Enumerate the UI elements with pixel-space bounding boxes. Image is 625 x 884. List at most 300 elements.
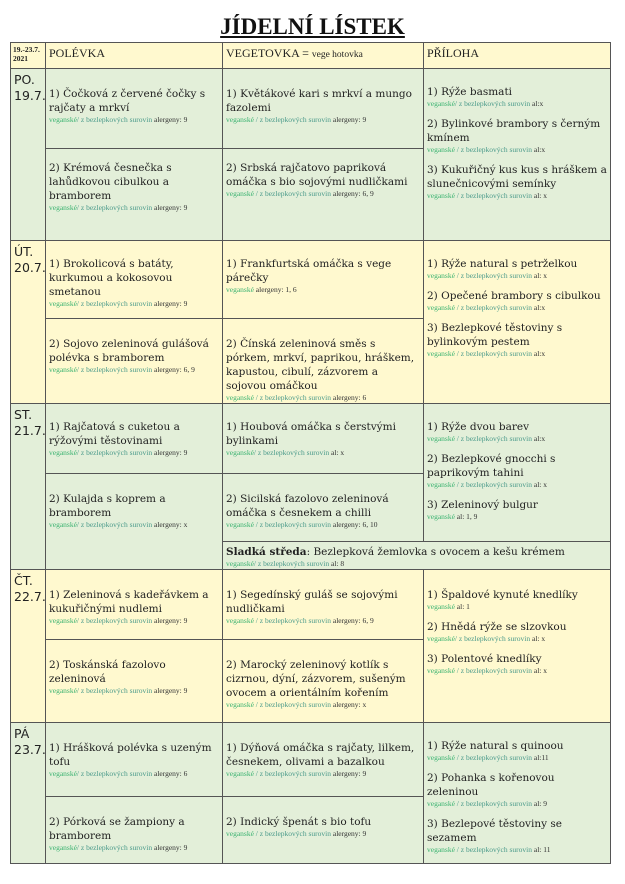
soup-item xyxy=(49,337,219,375)
allergens: alergeny: 1, 6 xyxy=(253,285,297,294)
dish-tags xyxy=(226,115,420,125)
side-item xyxy=(427,452,607,490)
dish-tags xyxy=(427,799,607,809)
dish-name: 1) Rýže basmati xyxy=(427,86,513,98)
side-cell xyxy=(424,723,611,864)
gluten-free-tag: z bezlepkových surovin xyxy=(79,203,153,212)
tag-separator: / xyxy=(454,753,461,762)
dish-name: 1) Segedínský guláš se sojovými nudličkami xyxy=(226,589,398,615)
allergens: alergeny: 9 xyxy=(152,842,188,852)
day-date: 23.7. xyxy=(14,742,46,757)
gluten-free-tag: z bezlepkových surovin xyxy=(460,303,532,312)
dish-name: 2) Srbská rajčatovo papriková omáčka s bio sojovými nudličkami xyxy=(226,162,408,188)
gluten-free-tag: z bezlepkových surovin xyxy=(259,393,331,402)
vegan-tag: veganské xyxy=(49,448,77,457)
dish-name: 2) Toskánská fazolovo zeleninová xyxy=(49,659,166,685)
dish-name: 1) Rýže dvou barev xyxy=(427,421,530,433)
tag-separator: / xyxy=(253,115,260,124)
side-item xyxy=(427,420,607,444)
dish-name: 1) Rajčatová s cuketou a rýžovými těstovinami xyxy=(49,421,180,447)
gluten-free-tag: z bezlepkových surovin xyxy=(460,434,532,443)
page-title: JÍDELNÍ LÍSTEK xyxy=(220,14,405,39)
gluten-free-tag: z bezlepkových surovin xyxy=(79,448,153,457)
allergens: al: 9 xyxy=(531,799,547,808)
vegan-tag: veganské xyxy=(427,191,455,200)
tag-separator: / xyxy=(454,480,461,489)
allergens: alergeny: 6 xyxy=(152,769,188,778)
dish-tags xyxy=(427,271,607,281)
vegan-tag: veganské xyxy=(427,666,455,675)
dish-tags xyxy=(226,829,420,839)
allergens: al: 1 xyxy=(454,602,470,611)
allergens: alergeny: 6, 9 xyxy=(330,189,374,198)
vegan-tag: veganské xyxy=(427,634,455,643)
dish-name: 2) Bezlepkové gnocchi s paprikovým tahini xyxy=(427,453,556,479)
day-date: 20.7. xyxy=(14,260,46,275)
tag-separator: / xyxy=(76,299,79,308)
day-row-4 xyxy=(11,723,611,797)
dish-tags xyxy=(226,559,607,569)
side-cell xyxy=(424,69,611,241)
tag-separator: / xyxy=(76,520,79,529)
allergens: alergeny: 9 xyxy=(152,616,188,625)
vege-item xyxy=(226,658,420,710)
dish-tags xyxy=(427,512,607,522)
gluten-free-tag: z bezlepkových surovin xyxy=(460,349,532,358)
soup-cell xyxy=(46,474,223,570)
dish-name: 2) Pórková se žampiony a bramborem xyxy=(49,815,185,842)
allergens: al:11 xyxy=(531,753,549,762)
soup-cell xyxy=(46,241,223,319)
vegan-tag: veganské xyxy=(427,480,455,489)
dish-tags xyxy=(427,753,607,763)
allergens: al: x xyxy=(530,634,546,643)
dish-name: 1) Zeleninová s kadeřávkem a kukuřičnými nudlemi xyxy=(49,589,209,615)
vegan-tag: veganské xyxy=(49,520,77,529)
gluten-free-tag: z bezlepkových surovin xyxy=(460,145,532,154)
soup-cell xyxy=(46,319,223,404)
vegan-tag: veganské xyxy=(226,115,254,124)
soup-item xyxy=(49,658,219,696)
gluten-free-tag: z bezlepkových surovin xyxy=(79,365,153,374)
soup-item xyxy=(49,87,219,125)
dish-tags xyxy=(427,602,607,612)
gluten-free-tag: z bezlepkových surovin xyxy=(259,769,331,778)
tag-separator: / xyxy=(76,616,79,625)
vege-cell xyxy=(223,241,424,319)
gluten-free-tag: z bezlepkových surovin xyxy=(256,448,330,457)
gluten-free-tag: z bezlepkových surovin xyxy=(79,686,153,695)
vege-cell xyxy=(223,149,424,241)
tag-separator: / xyxy=(76,365,79,374)
allergens: alergeny: 9 xyxy=(330,769,367,778)
dish-name: 1) Dýňová omáčka s rajčaty, lilkem, česnekem, olivami a bazalkou xyxy=(226,742,415,768)
gluten-free-tag: z bezlepkových surovin xyxy=(259,700,331,709)
soup-cell xyxy=(46,723,223,797)
header-soup: POLÉVKA xyxy=(46,43,223,69)
vegan-tag: veganské xyxy=(49,616,77,625)
vegan-tag: veganské xyxy=(427,602,455,611)
allergens: alergeny: 6, 10 xyxy=(330,520,378,529)
vege-item xyxy=(226,588,420,626)
vege-cell xyxy=(223,69,424,149)
side-item xyxy=(427,289,607,313)
header-row xyxy=(11,43,611,69)
gluten-free-tag: z bezlepkových surovin xyxy=(460,480,532,489)
day-date: 19.7. xyxy=(14,88,46,103)
side-cell xyxy=(424,404,611,542)
day-name: ČT. xyxy=(14,573,33,588)
side-item xyxy=(427,257,607,281)
gluten-free-tag: z bezlepkových surovin xyxy=(256,559,330,568)
gluten-free-tag: z bezlepkových surovin xyxy=(460,666,532,675)
soup-item xyxy=(49,492,219,530)
dish-name: 1) Květákové kari s mrkví a mungo fazolemi xyxy=(226,88,412,114)
tag-separator: / xyxy=(454,303,461,312)
tag-separator: / xyxy=(454,349,461,358)
side-item xyxy=(427,321,607,359)
dish-tags xyxy=(49,365,219,375)
allergens: alergeny: 9 xyxy=(152,115,188,124)
allergens: al: x xyxy=(531,191,547,200)
allergens: al: 11 xyxy=(531,845,551,854)
vege-item xyxy=(226,257,420,295)
dish-tags xyxy=(427,99,607,109)
dish-tags xyxy=(226,616,420,626)
dish-name: 2) Kulajda s koprem a bramborem xyxy=(49,493,166,519)
tag-separator: / xyxy=(253,559,256,568)
dish-tags xyxy=(49,769,219,779)
tag-separator: / xyxy=(253,828,260,838)
date-range: 19.-23.7. xyxy=(13,45,40,54)
dish-name: 1) Rýže natural s quinoou xyxy=(427,740,564,752)
allergens: alergeny: x xyxy=(330,700,367,709)
tag-separator: / xyxy=(253,393,260,402)
dish-tags xyxy=(427,303,607,313)
dish-tags xyxy=(49,115,219,125)
gluten-free-tag: z bezlepkových surovin xyxy=(259,520,331,529)
tag-separator: / xyxy=(253,700,260,709)
day-name: ÚT. xyxy=(14,244,34,259)
vegan-tag: veganské xyxy=(226,393,254,402)
dish-tags xyxy=(226,189,420,199)
side-item xyxy=(427,498,607,522)
vegan-tag: veganské xyxy=(226,559,254,568)
vege-cell xyxy=(223,474,424,542)
day-name: PÁ xyxy=(14,726,30,741)
side-item xyxy=(427,652,607,676)
gluten-free-tag: z bezlepkových surovin xyxy=(457,99,531,108)
dish-name: 1) Brokolicová s batáty, kurkumou a kokosovou smetanou xyxy=(49,258,174,298)
dish-tags xyxy=(226,700,420,710)
allergens: alergeny: 9 xyxy=(152,686,188,695)
soup-cell xyxy=(46,796,223,863)
gluten-free-tag: z bezlepkových surovin xyxy=(79,616,153,625)
dish-name: 3) Zeleninový bulgur xyxy=(427,499,538,511)
dish-tags xyxy=(427,145,607,155)
dish-name: 2) Hnědá rýže se slzovkou xyxy=(427,621,567,633)
tag-separator: / xyxy=(253,769,260,778)
gluten-free-tag: z bezlepkových surovin xyxy=(79,115,153,124)
allergens: al:x xyxy=(531,303,546,312)
vege-item xyxy=(226,815,420,839)
dish-name: 1) Houbová omáčka s čerstvými bylinkami xyxy=(226,421,396,447)
dish-name: 2) Krémová česnečka s lahůdkovou cibulkou a bramborem xyxy=(49,162,172,202)
dish-tags xyxy=(427,845,607,855)
gluten-free-tag: z bezlepkových surovin xyxy=(460,271,532,280)
vegan-tag: veganské xyxy=(226,520,254,529)
vegan-tag: veganské xyxy=(226,769,254,778)
vegan-tag: veganské xyxy=(427,845,455,854)
tag-separator: / xyxy=(253,189,260,198)
day-row-2 xyxy=(11,404,611,474)
gluten-free-tag: z bezlepkových surovin xyxy=(460,845,532,854)
dish-name: 2) Opečené brambory s cibulkou xyxy=(427,290,601,302)
gluten-free-tag: z bezlepkových surovin xyxy=(460,191,532,200)
dish-tags xyxy=(427,480,607,490)
vege-cell xyxy=(223,640,424,723)
vege-cell xyxy=(223,570,424,640)
side-item xyxy=(427,85,607,109)
soup-item xyxy=(49,741,219,779)
vege-item xyxy=(226,337,420,403)
dish-tags xyxy=(49,843,219,853)
day-cell xyxy=(11,570,46,723)
dish-tags xyxy=(427,191,607,201)
tag-separator: / xyxy=(454,191,461,200)
year: 2021 xyxy=(13,54,28,63)
dish-tags xyxy=(49,203,219,213)
vegan-tag: veganské xyxy=(427,349,455,358)
soup-cell xyxy=(46,404,223,474)
tag-separator: / xyxy=(253,520,260,529)
vegan-tag: veganské xyxy=(427,434,455,443)
gluten-free-tag: z bezlepkových surovin xyxy=(79,520,153,529)
gluten-free-tag: z bezlepkových surovin xyxy=(259,616,331,625)
vege-cell xyxy=(223,796,424,863)
dish-name: 3) Bezlepkové těstoviny s bylinkovým pestem xyxy=(427,322,563,348)
side-item xyxy=(427,117,607,155)
allergens: al: x xyxy=(531,271,547,280)
dish-name: 2) Pohanka s kořenovou zeleninou xyxy=(427,772,555,798)
day-name: ST. xyxy=(14,407,33,422)
header-side: PŘÍLOHA xyxy=(424,43,611,69)
tag-separator: / xyxy=(76,769,79,778)
vegan-tag: veganské xyxy=(49,842,77,852)
day-cell xyxy=(11,69,46,241)
allergens: alergeny: 6, 9 xyxy=(330,616,374,625)
dish-tags xyxy=(226,393,420,403)
allergens: al:x xyxy=(531,349,546,358)
day-cell xyxy=(11,404,46,570)
vegan-tag: veganské xyxy=(49,299,77,308)
vegan-tag: veganské xyxy=(49,203,77,212)
vegan-tag: veganské xyxy=(427,512,455,521)
dish-tags xyxy=(226,448,420,458)
vegan-tag: veganské xyxy=(49,769,77,778)
vegan-tag: veganské xyxy=(226,616,254,625)
vegan-tag: veganské xyxy=(49,365,77,374)
sweet-dish xyxy=(226,545,607,559)
soup-item xyxy=(49,161,219,213)
dish-name: 1) Hrášková polévka s uzeným tofu xyxy=(49,742,212,768)
side-cell xyxy=(424,570,611,723)
allergens: alergeny: 9 xyxy=(152,448,188,457)
allergens: alergeny: 9 xyxy=(330,115,367,124)
side-item xyxy=(427,817,607,855)
day-cell xyxy=(11,241,46,404)
vegan-tag: veganské xyxy=(226,828,254,838)
day-row-3 xyxy=(11,570,611,640)
header-vege xyxy=(223,43,424,69)
header-vege-label: VEGETOVKA = xyxy=(226,46,312,60)
allergens: al:x xyxy=(531,145,546,154)
gluten-free-tag: z bezlepkových surovin xyxy=(457,634,531,643)
gluten-free-tag: z bezlepkových surovin xyxy=(460,799,532,808)
header-vege-sub: vege hotovka xyxy=(311,50,363,60)
header-date-cell xyxy=(11,43,46,69)
gluten-free-tag: z bezlepkových surovin xyxy=(259,828,331,838)
vegan-tag: veganské xyxy=(427,799,455,808)
soup-cell xyxy=(46,570,223,640)
soup-cell xyxy=(46,640,223,723)
tag-separator: / xyxy=(253,448,256,457)
side-item xyxy=(427,620,607,644)
allergens: alergeny: 9 xyxy=(152,299,188,308)
dish-tags xyxy=(226,520,420,530)
dish-name: 2) Čínská zeleninová směs s pórkem, mrkví, paprikou, hráškem, kapustou, cibulí, zázvorem a sojovou omáčkou xyxy=(226,338,415,392)
gluten-free-tag: z bezlepkových surovin xyxy=(259,189,331,198)
vegan-tag: veganské xyxy=(226,448,254,457)
vegan-tag: veganské xyxy=(427,303,455,312)
day-row-0 xyxy=(11,69,611,149)
vegan-tag: veganské xyxy=(226,700,254,709)
allergens: alergeny: 9 xyxy=(330,828,367,838)
dish-name: 3) Bezlepové těstoviny se sezamem xyxy=(427,818,562,844)
tag-separator: / xyxy=(253,616,260,625)
dish-name: 2) Sojovo zeleninová gulášová polévka s bramborem xyxy=(49,338,209,364)
vege-item xyxy=(226,161,420,199)
day-cell xyxy=(11,723,46,864)
tag-separator: / xyxy=(76,842,79,852)
dish-tags xyxy=(49,448,219,458)
sweet-cell xyxy=(223,542,611,570)
soup-item xyxy=(49,815,219,853)
vege-cell xyxy=(223,319,424,404)
dish-tags xyxy=(427,666,607,676)
dish-name: 2) Indický špenát s bio tofu xyxy=(226,815,372,828)
dish-tags xyxy=(427,434,607,444)
dish-name: 2) Bylinkové brambory s černým kmínem xyxy=(427,118,601,144)
dish-tags xyxy=(226,769,420,779)
dish-tags xyxy=(427,634,607,644)
sweet-text: : Bezlepková žemlovka s ovocem a kešu krémem xyxy=(306,546,565,558)
soup-item xyxy=(49,420,219,458)
vegan-tag: veganské xyxy=(427,271,455,280)
vegan-tag: veganské xyxy=(226,189,254,198)
dish-name: 3) Polentové knedlíky xyxy=(427,653,542,665)
dish-name: 2) Marocký zeleninový kotlík s cizrnou, dýní, zázvorem, sušeným ovocem a orientálním kořením xyxy=(226,659,406,699)
gluten-free-tag: z bezlepkových surovin xyxy=(79,769,153,778)
dish-tags xyxy=(49,299,219,309)
gluten-free-tag: z bezlepkových surovin xyxy=(79,299,153,308)
gluten-free-tag: z bezlepkových surovin xyxy=(79,842,153,852)
vege-cell xyxy=(223,404,424,474)
allergens: al:x xyxy=(530,99,544,108)
vegan-tag: veganské xyxy=(427,753,455,762)
allergens: al: x xyxy=(329,448,345,457)
dish-name: 1) Rýže natural s petrželkou xyxy=(427,258,578,270)
tag-separator: / xyxy=(454,799,461,808)
dish-tags xyxy=(49,616,219,626)
dish-tags xyxy=(49,520,219,530)
tag-separator: / xyxy=(454,845,461,854)
soup-cell xyxy=(46,69,223,149)
allergens: alergeny: 9 xyxy=(152,203,188,212)
allergens: al: 1, 9 xyxy=(454,512,478,521)
sweet-label: Sladká středa xyxy=(226,546,307,558)
side-item xyxy=(427,163,607,201)
tag-separator: / xyxy=(454,434,461,443)
dish-tags xyxy=(427,349,607,359)
tag-separator: / xyxy=(454,99,457,108)
day-date: 21.7. xyxy=(14,423,46,438)
gluten-free-tag: z bezlepkových surovin xyxy=(460,753,532,762)
allergens: al: x xyxy=(531,480,547,489)
dish-tags xyxy=(49,686,219,696)
vegan-tag: veganské xyxy=(427,99,455,108)
day-date: 22.7. xyxy=(14,589,46,604)
dish-tags xyxy=(226,285,420,295)
allergens: alergeny: 6, 9 xyxy=(152,365,195,374)
tag-separator: / xyxy=(76,115,79,124)
vegan-tag: veganské xyxy=(49,115,77,124)
tag-separator: / xyxy=(454,634,457,643)
allergens: al: x xyxy=(531,666,547,675)
allergens: alergeny: 6 xyxy=(330,393,367,402)
menu-table xyxy=(10,42,611,864)
dish-name: 1) Frankfurtská omáčka s vege párečky xyxy=(226,258,392,284)
dish-name: 1) Čočková z červené čočky s rajčaty a mrkví xyxy=(49,88,206,114)
dish-name: 3) Kukuřičný kus kus s hráškem a slunečnicovými semínky xyxy=(427,164,607,190)
vege-item xyxy=(226,87,420,125)
tag-separator: / xyxy=(76,203,79,212)
soup-cell xyxy=(46,149,223,241)
side-item xyxy=(427,739,607,763)
vege-item xyxy=(226,741,420,779)
allergens: al:x xyxy=(531,434,546,443)
day-name: PO. xyxy=(14,72,35,87)
vegan-tag: veganské xyxy=(49,686,77,695)
dish-name: 2) Sicilská fazolovo zeleninová omáčka s česnekem a chilli xyxy=(226,493,389,519)
side-cell xyxy=(424,241,611,404)
vegan-tag: veganské xyxy=(226,285,254,294)
dish-name: 1) Špaldové kynuté knedlíky xyxy=(427,589,578,601)
vege-cell xyxy=(223,723,424,797)
allergens: alergeny: x xyxy=(152,520,188,529)
vege-item xyxy=(226,492,420,530)
soup-item xyxy=(49,257,219,309)
tag-separator: / xyxy=(454,271,461,280)
side-item xyxy=(427,771,607,809)
tag-separator: / xyxy=(76,686,79,695)
day-row-1 xyxy=(11,241,611,319)
allergens: al: 8 xyxy=(329,559,345,568)
side-item xyxy=(427,588,607,612)
tag-separator: / xyxy=(76,448,79,457)
vegan-tag: veganské xyxy=(427,145,455,154)
tag-separator: / xyxy=(454,145,461,154)
